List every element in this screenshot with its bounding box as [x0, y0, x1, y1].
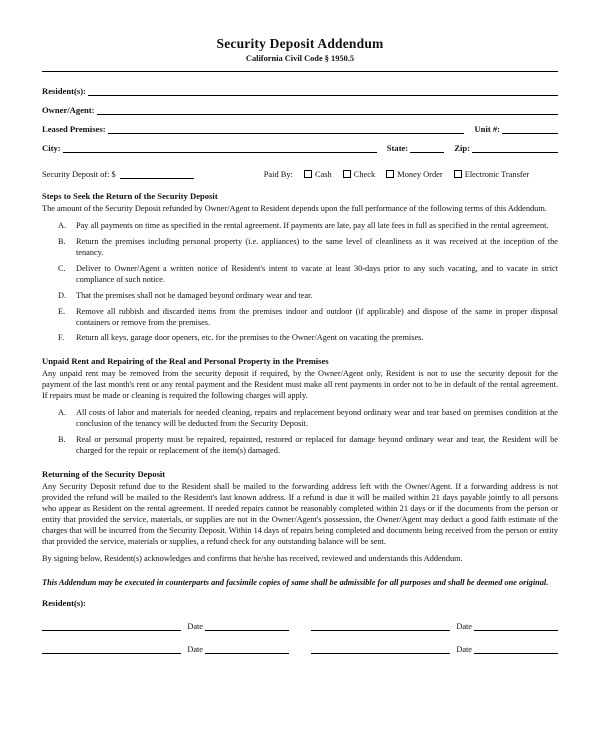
date-label: Date [187, 621, 203, 631]
resident-signature-line-1[interactable] [42, 622, 181, 631]
date-line-4[interactable] [474, 645, 558, 654]
deposit-amount-label: Security Deposit of: $ [42, 169, 116, 179]
list-text: Real or personal property must be repaired, repainted, restored or replaced for damage beyond ordinary wear and tear, the Resident will be charged for the repair or replacement of the item(s) damaged. [76, 435, 558, 455]
header-divider [42, 71, 558, 72]
section-heading-steps: Steps to Seek the Return of the Security Deposit [42, 191, 218, 201]
resident-signature-line-3[interactable] [42, 645, 181, 654]
list-item [42, 264, 558, 286]
signature-block [42, 622, 558, 654]
checkbox-check[interactable] [343, 170, 351, 178]
section-intro-unpaid-rent: Any unpaid rent may be removed from the security deposit if required, by the Owner/Agent only, Resident is not to use the security deposit for the payment of the last month's rent or any rental payment and the Resident must make all rent payments in order not to be in default of the rental agreement. If repairs must be made or cleaning is required the following charges will apply. [42, 369, 558, 401]
list-text: Pay all payments on time as specified in the rental agreement. If payments are late, pay all late fees in full as specified in the rental agreement. [76, 220, 549, 230]
signature-section-label: Resident(s): [42, 597, 86, 608]
deposit-amount-input[interactable] [120, 169, 194, 179]
list-item [42, 408, 558, 430]
list-item [42, 221, 558, 232]
list-marker: F. [58, 333, 65, 343]
section-intro-steps: The amount of the Security Deposit refunded by Owner/Agent to Resident depends upon the full performance of the following terms of this Addendum. [42, 204, 547, 213]
city-input[interactable] [63, 143, 377, 153]
leased-premises-input[interactable] [108, 124, 465, 134]
list-marker: A. [58, 220, 67, 230]
section-heading-unpaid-rent: Unpaid Rent and Repairing of the Real and Personal Property in the Premises [42, 356, 329, 367]
date-line-1[interactable] [205, 622, 289, 631]
zip-label: Zip: [454, 143, 470, 153]
list-item [42, 307, 558, 329]
premises-field-row [42, 124, 558, 134]
list-item [42, 435, 558, 457]
option-money-order: Money Order [397, 169, 443, 179]
list-marker: E. [58, 306, 66, 316]
list-text: Remove all rubbish and discarded items from the premises indoor and outdoor (if applicable) and dispose of the same in proper disposal containers or remove from the premises. [76, 306, 558, 327]
date-label: Date [456, 644, 472, 654]
resident-field-row [42, 86, 558, 96]
unpaid-rent-list [42, 408, 558, 457]
option-check: Check [353, 169, 376, 179]
checkbox-electronic-transfer[interactable] [454, 170, 462, 178]
paid-by-label: Paid By: [263, 169, 293, 179]
unit-label: Unit #: [474, 124, 500, 134]
date-label: Date [456, 621, 472, 631]
deposit-row [42, 169, 558, 179]
list-marker: B. [58, 435, 66, 445]
signature-row [42, 622, 558, 631]
list-text: All costs of labor and materials for needed cleaning, repairs and replacement beyond ordinary wear and tear based on premises condition at the conclusion of the tenancy will be deducted from the Security Deposit. [76, 408, 558, 429]
checkbox-money-order[interactable] [386, 170, 394, 178]
owner-field-row [42, 105, 558, 115]
counterparts-note: This Addendum may be executed in counterparts and facsimile copies of same shall be admissible for all purposes and shall be deemed one original. [42, 577, 549, 587]
list-text: Deliver to Owner/Agent a written notice of Resident's intent to vacate at least 30-days prior to any such vacating, and to vacate in strict compliance of such notice. [76, 263, 558, 284]
state-input[interactable] [410, 143, 444, 153]
signature-row [42, 645, 558, 654]
owner-label: Owner/Agent: [42, 105, 95, 115]
list-marker: C. [58, 263, 66, 273]
paid-by-group [264, 170, 529, 179]
list-marker: A. [58, 408, 67, 418]
owner-input[interactable] [97, 105, 558, 115]
date-line-2[interactable] [474, 622, 558, 631]
list-text: Return the premises including personal property (i.e. appliances) to the same level of cleanliness as it was received at the inception of the tenancy. [76, 236, 558, 257]
section-intro-returning-deposit: Any Security Deposit refund due to the Resident shall be mailed to the forwarding address left with the Owner/Agent. If a forwarding address is not provided the refund will be mailed to the Resident's last known address. If a refund is due it will be mailed within 21 days payable jointly to all persons who appear as Resident on the rental agreement. If needed repairs cannot be reasonably completed within 21 days or if the documents from the person or entity that provided the service, materials, or supplies are not in the Owner/Agent's possession, the Owner/Agent may deduct a good faith estimate of the charges that will be incurred from the Security Deposit. Within 14 days of repairs being completed and documents being received from the person or entity that provided the service, materials or supplies, a refund check for any outstanding balance will be sent. [42, 481, 558, 546]
page-subtitle: California Civil Code § 1950.5 [245, 54, 355, 63]
list-item [42, 237, 558, 259]
checkbox-cash[interactable] [304, 170, 312, 178]
city-label: City: [42, 143, 61, 153]
list-item [42, 291, 558, 302]
page-title: Security Deposit Addendum [216, 36, 384, 51]
date-label: Date [187, 644, 203, 654]
state-label: State: [386, 143, 409, 153]
section-heading-returning-deposit: Returning of the Security Deposit [42, 468, 166, 479]
list-text: That the premises shall not be damaged beyond ordinary wear and tear. [76, 290, 313, 300]
option-cash: Cash [314, 169, 332, 179]
list-text: Return all keys, garage door openers, etc. for the premises to the Owner/Agent on vacating the premises. [76, 333, 424, 343]
resident-label: Resident(s): [42, 86, 86, 96]
list-item [42, 333, 558, 344]
date-line-3[interactable] [205, 645, 289, 654]
acknowledgement-text: By signing below, Resident(s) acknowledges and confirms that he/she has received, reviewed and understands this Addendum. [42, 553, 463, 563]
leased-premises-label: Leased Premises: [42, 124, 106, 134]
steps-list [42, 221, 558, 344]
list-marker: B. [58, 236, 66, 246]
city-field-row [42, 143, 558, 153]
resident-signature-line-4[interactable] [311, 645, 450, 654]
option-electronic-transfer: Electronic Transfer [464, 169, 530, 179]
unit-input[interactable] [502, 124, 558, 134]
resident-signature-line-2[interactable] [311, 622, 450, 631]
list-marker: D. [58, 290, 67, 300]
zip-input[interactable] [472, 143, 558, 153]
resident-input[interactable] [88, 86, 558, 96]
